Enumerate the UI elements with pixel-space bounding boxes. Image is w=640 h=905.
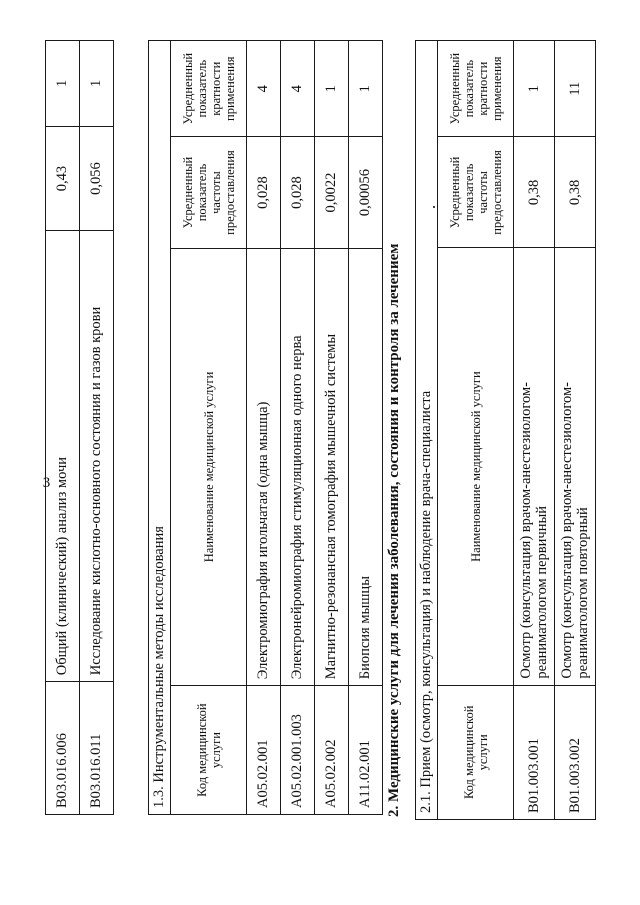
page-number: 3 [42,474,51,491]
table-row [80,41,114,815]
scan-speck [433,206,435,208]
frequency-value: 0,38 [514,137,555,248]
frequency-value: 0,028 [281,137,315,248]
multiplicity-value: 1 [80,41,114,127]
table-row [514,41,555,820]
frequency-value: 0,43 [46,126,80,231]
table-row [281,41,315,815]
service-code: B01.003.001 [514,685,555,819]
frequency-value: 0,0022 [315,137,349,248]
column-header-name: Наименование медицинской услуги [438,248,514,685]
column-header-code: Код медицинской услуги [438,685,514,819]
service-name: Электромиография игольчатая (одна мышца) [247,248,281,686]
frequency-value: 0,00056 [349,137,383,248]
multiplicity-value: 1 [315,41,349,137]
service-name-line: реаниматологом повторный [575,507,591,679]
table-row [315,41,349,815]
multiplicity-value: 4 [247,41,281,137]
service-name [514,248,555,685]
service-code: A11.02.001 [349,686,383,815]
column-header-multiplicity: Усредненный показатель кратности применения [171,41,247,137]
service-code: A05.02.001 [247,686,281,815]
table-header-row [438,41,514,820]
instrumental-methods-table [148,40,383,815]
service-name: Биопсия мышцы [349,248,383,686]
consultations-table [415,40,596,820]
column-header-frequency: Усредненный показатель частоты предоставления [171,137,247,248]
multiplicity-value: 1 [514,41,555,137]
multiplicity-value: 1 [46,41,80,127]
section-heading: 2. Медицинские услуги для лечения заболевания, состояния и контроля за лечением [386,243,402,817]
service-name: Общий (клинический) анализ мочи [46,231,80,682]
section-title-row [149,41,171,815]
multiplicity-value: 1 [349,41,383,137]
frequency-value: 0,056 [80,126,114,231]
column-header-code: Код медицинской услуги [171,686,247,815]
service-name-line: Осмотр (консультация) врачом-анестезиологом- [518,382,534,679]
service-name [555,248,596,685]
table-row [555,41,596,820]
frequency-value: 0,028 [247,137,281,248]
service-name: Электронейромиография стимуляционная одного нерва [281,248,315,686]
column-header-multiplicity: Усредненный показатель кратности применения [438,41,514,137]
lab-methods-table-tail [42,40,114,815]
service-name-line: реаниматологом первичный [534,506,550,679]
service-name-line: Осмотр (консультация) врачом-анестезиологом- [559,382,575,679]
multiplicity-value: 11 [555,41,596,137]
table-row [349,41,383,815]
column-header-name: Наименование медицинской услуги [171,248,247,686]
table-header-row [171,41,247,815]
table-row [46,41,80,815]
frequency-value: 0,38 [555,137,596,248]
service-code: B03.016.006 [46,682,80,815]
section-title: 2.1. Прием (осмотр, консультация) и наблюдение врача-специалиста [416,41,438,820]
service-code: B03.016.011 [80,682,114,815]
table-row [247,41,281,815]
section-title: 1.3. Инструментальные методы исследования [149,41,171,815]
column-header-frequency: Усредненный показатель частоты предоставления [438,137,514,248]
service-code: B01.003.002 [555,685,596,819]
section-title-row [416,41,438,820]
service-name: Магнитно-резонансная томография мышечной системы [315,248,349,686]
multiplicity-value: 4 [281,41,315,137]
service-code: A05.02.001.003 [281,686,315,815]
service-name: Исследование кислотно-основного состояния и газов крови [80,231,114,682]
service-code: A05.02.002 [315,686,349,815]
